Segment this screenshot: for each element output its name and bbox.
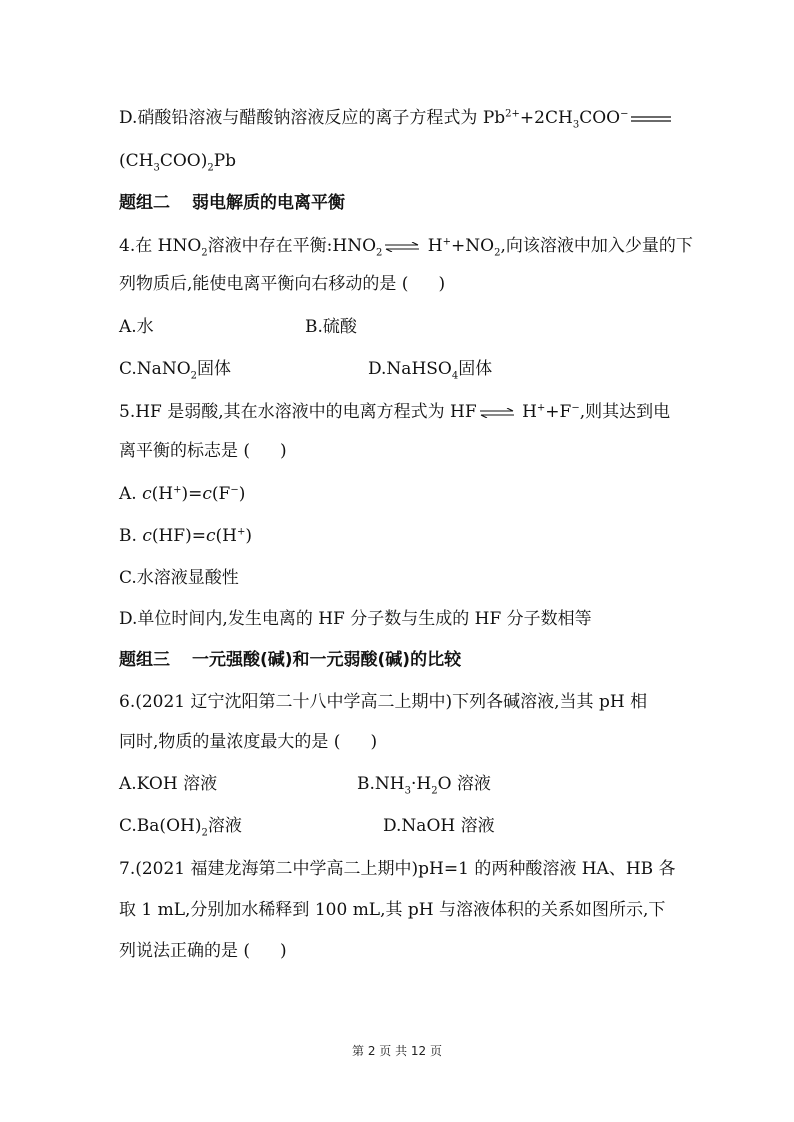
text: c <box>205 526 216 546</box>
subscript: 2 <box>376 247 383 259</box>
q6-stem-line1: 6.(2021 辽宁沈阳第二十八中学高二上期中)下列各碱溶液,当其 pH 相 <box>119 692 648 712</box>
text: (HF)= <box>151 526 206 546</box>
text: c <box>142 484 152 504</box>
q6-option-b <box>357 772 491 796</box>
q5-option-a <box>119 482 245 506</box>
answer-paren-close: ) <box>280 441 287 461</box>
q3-option-d <box>119 106 671 130</box>
text: 溶液中存在平衡:HNO <box>207 236 377 256</box>
text: Pb <box>213 151 237 171</box>
q3-option-d-text: D.硝酸铅溶液与醋酸钠溶液反应的离子方程式为 Pb <box>119 108 506 128</box>
subscript: 4 <box>451 370 459 382</box>
subscript: 3 <box>404 785 411 797</box>
text: B. <box>119 526 143 546</box>
subscript: 3 <box>153 162 160 174</box>
text: 5.HF 是弱酸,其在水溶液中的电离方程式为 HF <box>119 402 477 422</box>
page-footer: 第 2 页 共 12 页 <box>352 1044 442 1058</box>
answer-paren-close: ) <box>370 732 378 752</box>
text: H <box>422 236 443 256</box>
text: (CH <box>119 151 154 171</box>
text: ·H <box>410 774 432 794</box>
text: (H <box>151 484 174 504</box>
coo-text: COO <box>579 108 621 128</box>
text: ) <box>245 526 253 546</box>
text: O 溶液 <box>437 774 491 794</box>
text: A. <box>119 484 143 504</box>
text: 列物质后,能使电离平衡向右移动的是 ( <box>119 274 409 294</box>
subscript: 2 <box>201 827 208 839</box>
q6-option-d: D.NaOH 溶液 <box>383 816 495 836</box>
text: C.NaNO <box>119 359 191 379</box>
charge: − <box>230 484 239 496</box>
text: B.NH <box>357 774 405 794</box>
answer-paren-close: ) <box>280 941 287 961</box>
group2-subtitle: 弱电解质的电离平衡 <box>192 193 345 213</box>
q4-option-d <box>368 357 492 381</box>
q5-option-c: C.水溶液显酸性 <box>119 568 239 588</box>
text: 同时,物质的量浓度最大的是 ( <box>119 732 341 752</box>
text: c <box>142 526 152 546</box>
equals-line-icon <box>631 115 671 123</box>
q4-stem-line2 <box>119 272 445 296</box>
q7-stem-line2: 取 1 mL,分别加水稀释到 100 mL,其 pH 与溶液体积的关系如图所示,下 <box>119 900 666 920</box>
text: H <box>516 402 537 422</box>
text: COO) <box>159 151 208 171</box>
q5-stem-line1 <box>119 400 670 424</box>
q5-option-b <box>119 524 252 548</box>
answer-paren-close: ) <box>438 274 446 294</box>
charge: + <box>536 402 546 414</box>
equilibrium-arrow-icon <box>480 408 514 418</box>
charge: + <box>173 484 182 496</box>
subscript: 2 <box>207 162 214 174</box>
text: ,向该溶液中加入少量的下 <box>500 236 693 256</box>
text: D.NaHSO <box>368 359 452 379</box>
charge: + <box>236 526 246 538</box>
text: ) <box>238 484 246 504</box>
text: 4.在 HNO <box>119 236 202 256</box>
text: 固体 <box>458 359 493 379</box>
group2-title: 题组二 <box>119 193 170 213</box>
acetate-part: +2CH <box>519 108 573 128</box>
q5-option-d: D.单位时间内,发生电离的 HF 分子数与生成的 HF 分子数相等 <box>119 609 592 629</box>
text: +F <box>545 402 572 422</box>
text: C.Ba(OH) <box>119 816 202 836</box>
text: 固体 <box>197 359 232 379</box>
text: (H <box>215 526 237 546</box>
text: 溶液 <box>207 816 242 836</box>
text: c <box>202 484 212 504</box>
text: ,则其达到电 <box>579 402 671 422</box>
equilibrium-arrow-icon <box>385 242 419 252</box>
q5-stem-line2 <box>119 439 287 463</box>
text: )= <box>181 484 203 504</box>
q4-option-b: B.硫酸 <box>305 317 357 337</box>
text: 离平衡的标志是 ( <box>119 441 251 461</box>
subscript: 3 <box>572 119 580 131</box>
q6-option-a: A.KOH 溶液 <box>119 774 218 794</box>
q4-stem-line1 <box>119 234 693 258</box>
q4-option-a: A.水 <box>119 317 154 337</box>
q6-option-c <box>119 814 242 838</box>
q7-stem-line1: 7.(2021 福建龙海第二中学高二上期中)pH=1 的两种酸溶液 HA、HB 各 <box>119 859 676 879</box>
text: 列说法正确的是 ( <box>119 941 251 961</box>
group3-subtitle: 一元强酸(碱)和一元弱酸(碱)的比较 <box>192 650 462 670</box>
q4-option-c <box>119 357 231 381</box>
minus-charge: − <box>620 108 629 120</box>
pb-charge: 2+ <box>505 108 520 120</box>
charge: + <box>442 236 452 248</box>
group3-heading <box>119 648 461 672</box>
text: (F <box>211 484 231 504</box>
subscript: 2 <box>431 785 438 797</box>
q6-stem-line2 <box>119 730 377 754</box>
group2-heading <box>119 191 345 215</box>
subscript: 2 <box>201 247 208 259</box>
q7-stem-line3 <box>119 939 287 963</box>
group3-title: 题组三 <box>119 650 170 670</box>
subscript: 2 <box>494 247 501 259</box>
charge: − <box>571 402 580 414</box>
text: +NO <box>451 236 495 256</box>
subscript: 2 <box>190 370 198 382</box>
q3-option-d-line2 <box>119 149 236 173</box>
